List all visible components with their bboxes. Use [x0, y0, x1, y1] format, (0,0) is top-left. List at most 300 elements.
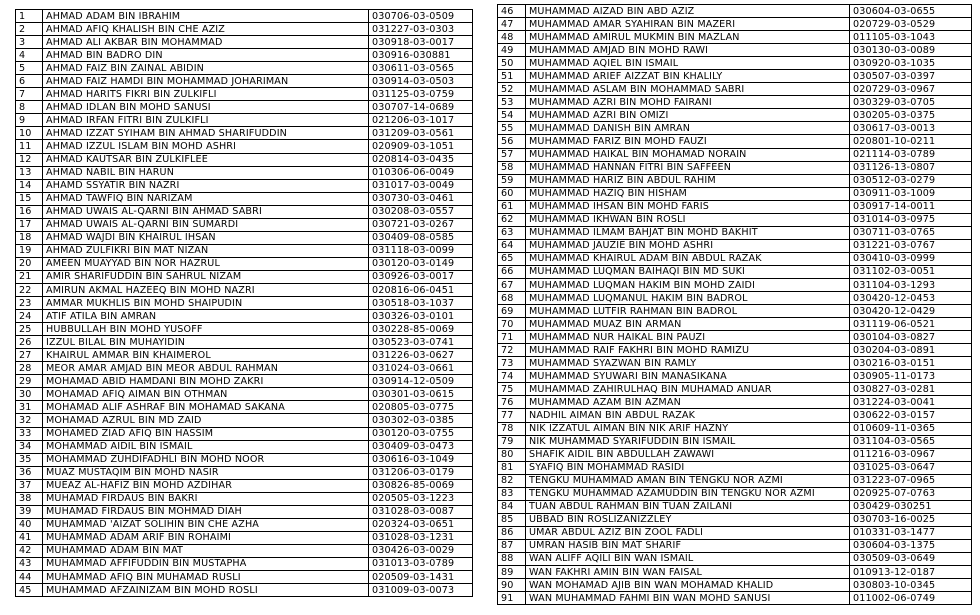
ic-number-cell: 030914-03-0503 [369, 75, 473, 88]
ic-number-cell: 030329-03-0705 [850, 96, 972, 109]
table-row [498, 83, 972, 96]
row-number-cell: 6 [16, 75, 43, 88]
student-name-cell: MUAZ MUSTAQIM BIN MOHD NASIR [43, 466, 369, 479]
student-list-table-left [15, 9, 473, 597]
table-row [498, 461, 972, 474]
table-row [498, 292, 972, 305]
student-name-cell: MUEAZ AL-HAFIZ BIN MOHD AZDIHAR [43, 479, 369, 492]
ic-number-cell: 030429-030251 [850, 500, 972, 513]
table-row [16, 323, 473, 336]
student-name-cell: MOHAMAD ABID HAMDANI BIN MOHD ZAKRI [43, 375, 369, 388]
ic-number-cell: 030420-12-0429 [850, 305, 972, 318]
student-name-cell: MUHAMMAD ILMAM BAHJAT BIN MOHD BAKHIT [526, 226, 850, 239]
ic-number-cell: 030803-10-0345 [850, 579, 972, 592]
table-row [16, 140, 473, 153]
table-row [498, 592, 972, 605]
table-row [498, 135, 972, 148]
ic-number-cell: 030104-03-0827 [850, 331, 972, 344]
table-row [498, 331, 972, 344]
row-number-cell: 51 [498, 70, 526, 83]
student-name-cell: MOHAMAD AFIQ AIMAN BIN OTHMAN [43, 388, 369, 401]
row-number-cell: 59 [498, 174, 526, 187]
student-name-cell: MUHAMMAD HANNAN FITRI BIN SAFFEEN [526, 161, 850, 174]
table-row [498, 44, 972, 57]
student-name-cell: MUHAMMAD SYAZWAN BIN RAMLY [526, 357, 850, 370]
table-row [16, 349, 473, 362]
table-row [16, 297, 473, 310]
table-row [16, 571, 473, 584]
table-row [16, 192, 473, 205]
ic-number-cell: 021206-03-1017 [369, 114, 473, 127]
table-row [16, 75, 473, 88]
table-row [16, 49, 473, 62]
table-row [498, 161, 972, 174]
table-row [498, 200, 972, 213]
row-number-cell: 72 [498, 344, 526, 357]
student-name-cell: AHAMD SSYATIR BIN NAZRI [43, 179, 369, 192]
row-number-cell: 8 [16, 101, 43, 114]
row-number-cell: 30 [16, 388, 43, 401]
student-name-cell: MUHAMMAD ZAHIRULHAQ BIN MUHAMAD ANUAR [526, 383, 850, 396]
student-name-cell: MUHAMMAD AZRI BIN MOHD FAIRANI [526, 96, 850, 109]
student-name-cell: AMMAR MUKHLIS BIN MOHD SHAIPUDIN [43, 297, 369, 310]
row-number-cell: 17 [16, 218, 43, 231]
row-number-cell: 21 [16, 270, 43, 283]
table-row [498, 396, 972, 409]
ic-number-cell: 020509-03-1431 [369, 571, 473, 584]
table-row [16, 23, 473, 36]
table-row [498, 513, 972, 526]
table-row [16, 62, 473, 75]
ic-number-cell: 030826-85-0069 [369, 479, 473, 492]
student-name-cell: MUHAMMAD KHAIRUL ADAM BIN ABDUL RAZAK [526, 252, 850, 265]
row-number-cell: 85 [498, 513, 526, 526]
row-number-cell: 12 [16, 153, 43, 166]
student-name-cell: MUHAMMAD HARIZ BIN ABDUL RAHIM [526, 174, 850, 187]
table-row [16, 518, 473, 531]
ic-number-cell: 020729-03-0967 [850, 83, 972, 96]
ic-number-cell: 030617-03-0013 [850, 122, 972, 135]
row-number-cell: 34 [16, 440, 43, 453]
student-name-cell: TUAN ABDUL RAHMAN BIN TUAN ZAILANI [526, 500, 850, 513]
student-name-cell: MOHAMED ZIAD AFIQ BIN HASSIM [43, 427, 369, 440]
student-name-cell: MUHAMMAD ADAM BIN MAT [43, 544, 369, 557]
table-row [16, 88, 473, 101]
table-row [16, 505, 473, 518]
row-number-cell: 77 [498, 409, 526, 422]
student-name-cell: AHMAD BIN BADRO DIN [43, 49, 369, 62]
row-number-cell: 41 [16, 531, 43, 544]
student-name-cell: NIK IZZATUL AIMAN BIN NIK ARIF HAZNY [526, 422, 850, 435]
row-number-cell: 63 [498, 226, 526, 239]
ic-number-cell: 010609-11-0365 [850, 422, 972, 435]
student-name-cell: AHMAD UWAIS AL-QARNI BIN SUMARDI [43, 218, 369, 231]
table-row [498, 226, 972, 239]
table-row [498, 148, 972, 161]
ic-number-cell: 030911-03-1009 [850, 187, 972, 200]
table-row [16, 584, 473, 597]
student-name-cell: MUHAMMAD HAZIQ BIN HISHAM [526, 187, 850, 200]
table-row [16, 114, 473, 127]
student-name-cell: MUHAMMAD AFZAINIZAM BIN MOHD ROSLI [43, 584, 369, 597]
row-number-cell: 48 [498, 31, 526, 44]
table-row [16, 427, 473, 440]
row-number-cell: 86 [498, 526, 526, 539]
student-name-cell: MUHAMMAD ASLAM BIN MOHAMMAD SABRI [526, 83, 850, 96]
row-number-cell: 33 [16, 427, 43, 440]
ic-number-cell: 031013-03-0789 [369, 557, 473, 570]
student-name-cell: AHMAD ADAM BIN IBRAHIM [43, 10, 369, 23]
row-number-cell: 83 [498, 487, 526, 500]
ic-number-cell: 031224-03-0041 [850, 396, 972, 409]
ic-number-cell: 030604-03-0655 [850, 5, 972, 18]
ic-number-cell: 030205-03-0375 [850, 109, 972, 122]
row-number-cell: 42 [16, 544, 43, 557]
table-row [498, 239, 972, 252]
ic-number-cell: 031014-03-0975 [850, 213, 972, 226]
row-number-cell: 39 [16, 505, 43, 518]
ic-number-cell: 030512-03-0279 [850, 174, 972, 187]
row-number-cell: 73 [498, 357, 526, 370]
row-number-cell: 80 [498, 448, 526, 461]
ic-number-cell: 030216-03-0151 [850, 357, 972, 370]
student-name-cell: ATIF ATILA BIN AMRAN [43, 310, 369, 323]
student-name-cell: MUHAMAD FIRDAUS BIN MOHMAD DIAH [43, 505, 369, 518]
student-name-cell: MUHAMMAD LUQMAN HAKIM BIN MOHD ZAIDI [526, 278, 850, 291]
table-row [16, 479, 473, 492]
ic-number-cell: 030920-03-1035 [850, 57, 972, 70]
row-number-cell: 84 [498, 500, 526, 513]
ic-number-cell: 020814-03-0435 [369, 153, 473, 166]
student-name-cell: MUHAMMAD AMIRUL MUKMIN BIN MAZLAN [526, 31, 850, 44]
ic-number-cell: 031102-03-0051 [850, 265, 972, 278]
ic-number-cell: 031025-03-0647 [850, 461, 972, 474]
table-row [16, 218, 473, 231]
ic-number-cell: 030711-03-0765 [850, 226, 972, 239]
student-name-cell: MUHAMMAD NUR HAIKAL BIN PAUZI [526, 331, 850, 344]
student-name-cell: MOHAMAD AZRUL BIN MD ZAID [43, 414, 369, 427]
ic-number-cell: 011216-03-0967 [850, 448, 972, 461]
ic-number-cell: 030208-03-0557 [369, 205, 473, 218]
row-number-cell: 55 [498, 122, 526, 135]
row-number-cell: 47 [498, 18, 526, 31]
ic-number-cell: 031028-03-1231 [369, 531, 473, 544]
table-row [16, 10, 473, 23]
ic-number-cell: 030302-03-0385 [369, 414, 473, 427]
student-name-cell: MUHAMMAD LUQMAN BAIHAQI BIN MD SUKI [526, 265, 850, 278]
student-name-cell: MUHAMMAD LUQMANUL HAKIM BIN BADROL [526, 292, 850, 305]
table-row [16, 283, 473, 296]
student-name-cell: AMEEN MUAYYAD BIN NOR HAZRUL [43, 257, 369, 270]
ic-number-cell: 020324-03-0651 [369, 518, 473, 531]
table-row [498, 474, 972, 487]
row-number-cell: 74 [498, 370, 526, 383]
ic-number-cell: 030905-11-0173 [850, 370, 972, 383]
student-name-cell: NADHIL AIMAN BIN ABDUL RAZAK [526, 409, 850, 422]
row-number-cell: 81 [498, 461, 526, 474]
row-number-cell: 69 [498, 305, 526, 318]
row-number-cell: 35 [16, 453, 43, 466]
ic-number-cell: 030707-14-0689 [369, 101, 473, 114]
student-name-cell: AHMAD IRFAN FITRI BIN ZULKIFLI [43, 114, 369, 127]
table-row [16, 388, 473, 401]
table-row [16, 205, 473, 218]
student-name-cell: TENGKU MUHAMMAD AMAN BIN TENGKU NOR AZMI [526, 474, 850, 487]
student-name-cell: AHMAD ALI AKBAR BIN MOHAMMAD [43, 36, 369, 49]
table-row [498, 57, 972, 70]
row-number-cell: 44 [16, 571, 43, 584]
table-row [498, 357, 972, 370]
table-row [16, 375, 473, 388]
table-row [498, 318, 972, 331]
ic-number-cell: 021114-03-0789 [850, 148, 972, 161]
row-number-cell: 25 [16, 323, 43, 336]
ic-number-cell: 031119-06-0521 [850, 318, 972, 331]
student-name-cell: MUHAMMAD AZRI BIN OMIZI [526, 109, 850, 122]
ic-number-cell: 030518-03-1037 [369, 297, 473, 310]
student-name-cell: SYAFIQ BIN MOHAMMAD RASIDI [526, 461, 850, 474]
ic-number-cell: 030426-03-0029 [369, 544, 473, 557]
row-number-cell: 61 [498, 200, 526, 213]
student-name-cell: MUHAMMAD AMAR SYAHIRAN BIN MAZERI [526, 18, 850, 31]
ic-number-cell: 030523-03-0741 [369, 336, 473, 349]
row-number-cell: 60 [498, 187, 526, 200]
row-number-cell: 67 [498, 278, 526, 291]
ic-number-cell: 020801-10-0211 [850, 135, 972, 148]
row-number-cell: 20 [16, 257, 43, 270]
table-row [16, 544, 473, 557]
ic-number-cell: 030917-14-0011 [850, 200, 972, 213]
student-name-cell: MUHAMMAD DANISH BIN AMRAN [526, 122, 850, 135]
ic-number-cell: 010331-03-1477 [850, 526, 972, 539]
ic-number-cell: 031104-03-1293 [850, 278, 972, 291]
table-row [498, 422, 972, 435]
table-row [498, 579, 972, 592]
row-number-cell: 64 [498, 239, 526, 252]
table-row [498, 18, 972, 31]
row-number-cell: 36 [16, 466, 43, 479]
table-row [16, 401, 473, 414]
table-row [498, 552, 972, 565]
student-name-cell: UBBAD BIN ROSLIZANIZZLEY [526, 513, 850, 526]
table-row [498, 31, 972, 44]
table-row [498, 96, 972, 109]
row-number-cell: 7 [16, 88, 43, 101]
student-name-cell: AHMAD UWAIS AL-QARNI BIN AHMAD SABRI [43, 205, 369, 218]
ic-number-cell: 030616-03-1049 [369, 453, 473, 466]
row-number-cell: 27 [16, 349, 43, 362]
ic-number-cell: 031227-03-0303 [369, 23, 473, 36]
student-name-cell: WAN MOHAMAD AJIB BIN WAN MOHAMAD KHALID [526, 579, 850, 592]
ic-number-cell: 030706-03-0509 [369, 10, 473, 23]
student-name-cell: AHMAD KAUTSAR BIN ZULKIFLEE [43, 153, 369, 166]
ic-number-cell: 030120-03-0149 [369, 257, 473, 270]
ic-number-cell: 030326-03-0101 [369, 310, 473, 323]
student-name-cell: AMIRUN AKMAL HAZEEQ BIN MOHD NAZRI [43, 283, 369, 296]
row-number-cell: 75 [498, 383, 526, 396]
table-row [498, 213, 972, 226]
table-row [16, 531, 473, 544]
student-name-cell: AHMAD FAIZ HAMDI BIN MOHAMMAD JOHARIMAN [43, 75, 369, 88]
row-number-cell: 66 [498, 265, 526, 278]
student-name-cell: NIK MUHAMMAD SYARIFUDDIN BIN ISMAIL [526, 435, 850, 448]
row-number-cell: 15 [16, 192, 43, 205]
student-name-cell: TENGKU MUHAMMAD AZAMUDDIN BIN TENGKU NOR AZMI [526, 487, 850, 500]
student-name-cell: IZZUL BILAL BIN MUHAYIDIN [43, 336, 369, 349]
ic-number-cell: 010913-12-0187 [850, 566, 972, 579]
student-name-cell: MUHAMMAD AMJAD BIN MOHD RAWI [526, 44, 850, 57]
ic-number-cell: 031009-03-0073 [369, 584, 473, 597]
row-number-cell: 90 [498, 579, 526, 592]
row-number-cell: 89 [498, 566, 526, 579]
student-name-cell: MUHAMMAD AFFIFUDDIN BIN MUSTAPHA [43, 557, 369, 570]
row-number-cell: 71 [498, 331, 526, 344]
row-number-cell: 24 [16, 310, 43, 323]
student-name-cell: AHMAD IZZAT SYIHAM BIN AHMAD SHARIFUDDIN [43, 127, 369, 140]
student-name-cell: AHMAD WAJDI BIN KHAIRUL IHSAN [43, 231, 369, 244]
ic-number-cell: 030611-03-0565 [369, 62, 473, 75]
table-row [16, 492, 473, 505]
row-number-cell: 37 [16, 479, 43, 492]
table-row [16, 257, 473, 270]
ic-number-cell: 030130-03-0089 [850, 44, 972, 57]
row-number-cell: 49 [498, 44, 526, 57]
table-row [498, 5, 972, 18]
row-number-cell: 26 [16, 336, 43, 349]
ic-number-cell: 030507-03-0397 [850, 70, 972, 83]
table-row [498, 409, 972, 422]
table-row [16, 127, 473, 140]
table-row [498, 252, 972, 265]
student-name-cell: MUHAMMAD 'AIZAT SOLIHIN BIN CHE AZHA [43, 518, 369, 531]
student-name-cell: MUHAMMAD AFIQ BIN MUHAMAD RUSLI [43, 571, 369, 584]
student-name-cell: MUHAMMAD ARIEF AIZZAT BIN KHALILY [526, 70, 850, 83]
table-row [498, 265, 972, 278]
row-number-cell: 31 [16, 401, 43, 414]
ic-number-cell: 030409-03-0473 [369, 440, 473, 453]
row-number-cell: 11 [16, 140, 43, 153]
student-name-cell: AHMAD NABIL BIN HARUN [43, 166, 369, 179]
table-row [498, 526, 972, 539]
student-name-cell: UMRAN HASIB BIN MAT SHARIF [526, 539, 850, 552]
table-row [498, 383, 972, 396]
student-name-cell: MUHAMMAD ADAM ARIF BIN ROHAIMI [43, 531, 369, 544]
row-number-cell: 28 [16, 362, 43, 375]
ic-number-cell: 030228-85-0069 [369, 323, 473, 336]
student-name-cell: MUHAMMAD FARIZ BIN MOHD FAUZI [526, 135, 850, 148]
row-number-cell: 62 [498, 213, 526, 226]
student-name-cell: WAN ALIFF AQILI BIN WAN ISMAIL [526, 552, 850, 565]
ic-number-cell: 031126-13-0807 [850, 161, 972, 174]
ic-number-cell: 030120-03-0755 [369, 427, 473, 440]
student-name-cell: MUHAMMAD AQIEL BIN ISMAIL [526, 57, 850, 70]
student-name-cell: MUHAMMAD RAIF FAKHRI BIN MOHD RAMIZU [526, 344, 850, 357]
row-number-cell: 38 [16, 492, 43, 505]
table-row [16, 244, 473, 257]
table-row [16, 466, 473, 479]
student-name-cell: MUHAMAD FIRDAUS BIN BAKRI [43, 492, 369, 505]
row-number-cell: 16 [16, 205, 43, 218]
row-number-cell: 32 [16, 414, 43, 427]
ic-number-cell: 031223-07-0965 [850, 474, 972, 487]
table-row [16, 557, 473, 570]
student-name-cell: MUHAMMAD AIZAD BIN ABD AZIZ [526, 5, 850, 18]
ic-number-cell: 011002-06-0749 [850, 592, 972, 605]
student-name-cell: SHAFIK AIDIL BIN ABDULLAH ZAWAWI [526, 448, 850, 461]
row-number-cell: 46 [498, 5, 526, 18]
row-number-cell: 9 [16, 114, 43, 127]
ic-number-cell: 031028-03-0087 [369, 505, 473, 518]
ic-number-cell: 030721-03-0267 [369, 218, 473, 231]
row-number-cell: 70 [498, 318, 526, 331]
row-number-cell: 14 [16, 179, 43, 192]
student-name-cell: UMAR ABDUL AZIZ BIN ZOOL FADLI [526, 526, 850, 539]
ic-number-cell: 031209-03-0561 [369, 127, 473, 140]
row-number-cell: 3 [16, 36, 43, 49]
table-row [498, 187, 972, 200]
ic-number-cell: 030509-03-0649 [850, 552, 972, 565]
ic-number-cell: 031118-03-0099 [369, 244, 473, 257]
student-name-cell: MOHAMMAD ZUHDIFADHLI BIN MOHD NOOR [43, 453, 369, 466]
student-name-cell: AMIR SHARIFUDDIN BIN SAHRUL NIZAM [43, 270, 369, 283]
student-name-cell: AHMAD FAIZ BIN ZAINAL ABIDIN [43, 62, 369, 75]
row-number-cell: 57 [498, 148, 526, 161]
table-row [498, 448, 972, 461]
table-row [16, 153, 473, 166]
ic-number-cell: 031206-03-0179 [369, 466, 473, 479]
table-row [498, 174, 972, 187]
ic-number-cell: 010306-06-0049 [369, 166, 473, 179]
row-number-cell: 19 [16, 244, 43, 257]
row-number-cell: 91 [498, 592, 526, 605]
table-row [498, 109, 972, 122]
ic-number-cell: 020816-06-0451 [369, 283, 473, 296]
row-number-cell: 40 [16, 518, 43, 531]
row-number-cell: 53 [498, 96, 526, 109]
row-number-cell: 43 [16, 557, 43, 570]
ic-number-cell: 030926-03-0017 [369, 270, 473, 283]
table-row [498, 435, 972, 448]
row-number-cell: 78 [498, 422, 526, 435]
row-number-cell: 65 [498, 252, 526, 265]
row-number-cell: 10 [16, 127, 43, 140]
ic-number-cell: 030410-03-0999 [850, 252, 972, 265]
ic-number-cell: 031017-03-0049 [369, 179, 473, 192]
student-name-cell: HUBBULLAH BIN MOHD YUSOFF [43, 323, 369, 336]
row-number-cell: 87 [498, 539, 526, 552]
row-number-cell: 79 [498, 435, 526, 448]
table-row [16, 101, 473, 114]
student-name-cell: MUHAMMAD HAIKAL BIN MOHAMAD NORAIN [526, 148, 850, 161]
ic-number-cell: 020805-03-0775 [369, 401, 473, 414]
row-number-cell: 2 [16, 23, 43, 36]
student-name-cell: MUHAMMAD IKHWAN BIN ROSLI [526, 213, 850, 226]
ic-number-cell: 031104-03-0565 [850, 435, 972, 448]
table-row [16, 231, 473, 244]
ic-number-cell: 030730-03-0461 [369, 192, 473, 205]
student-name-cell: AHMAD TAWFIQ BIN NARIZAM [43, 192, 369, 205]
student-name-cell: MUHAMMAD IHSAN BIN MOHD FARIS [526, 200, 850, 213]
ic-number-cell: 030301-03-0615 [369, 388, 473, 401]
row-number-cell: 23 [16, 297, 43, 310]
table-row [498, 487, 972, 500]
student-name-cell: MOHAMMAD AIDIL BIN ISMAIL [43, 440, 369, 453]
table-row [16, 179, 473, 192]
ic-number-cell: 030420-12-0453 [850, 292, 972, 305]
row-number-cell: 4 [16, 49, 43, 62]
ic-number-cell: 030916-030881 [369, 49, 473, 62]
ic-number-cell: 011105-03-1043 [850, 31, 972, 44]
